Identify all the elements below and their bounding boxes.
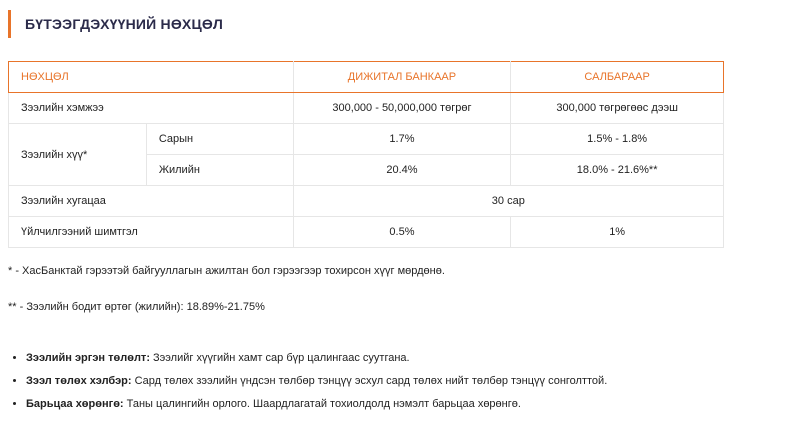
table-row <box>9 124 724 155</box>
feature-text: Таны цалингийн орлого. Шаардлагатай тохиолдолд нэмэлт барьцаа хөрөнгө. <box>123 398 521 410</box>
fee-label: Үйлчилгээний шимтгэл <box>9 217 294 248</box>
table-row <box>9 186 724 217</box>
interest-monthly-branch: 1.5% - 1.8% <box>511 124 724 155</box>
term-value: 30 сар <box>293 186 723 217</box>
feature-label: Зээл төлөх хэлбэр: <box>26 375 132 387</box>
interest-monthly-label: Сарын <box>146 124 293 155</box>
term-label: Зээлийн хугацаа <box>9 186 294 217</box>
interest-annual-branch: 18.0% - 21.6%** <box>511 155 724 186</box>
header-condition: НӨХЦӨЛ <box>9 62 294 93</box>
interest-annual-digital: 20.4% <box>293 155 511 186</box>
feature-text: Зээлийг хүүгийн хамт сар бүр цалингаас суутгана. <box>149 352 410 364</box>
table-row <box>9 217 724 248</box>
list-item <box>26 393 806 416</box>
header-digital: ДИЖИТАЛ БАНКААР <box>293 62 511 93</box>
header-branch: САЛБАРААР <box>511 62 724 93</box>
interest-label: Зээлийн хүү* <box>9 124 147 186</box>
fee-digital: 0.5% <box>293 217 511 248</box>
loan-amount-branch: 300,000 төгрөгөөс дээш <box>511 93 724 124</box>
table-header-row <box>9 62 724 93</box>
feature-label: Зээлийн эргэн төлөлт: <box>26 352 150 364</box>
section-title: БҮТЭЭГДЭХҮҮНИЙ НӨХЦӨЛ <box>8 10 223 38</box>
footnote-real-cost: ** - Зээлийн бодит өртөг (жилийн): 18.89%-21.75% <box>8 301 265 313</box>
feature-text: Сард төлөх зээлийн үндсэн төлбөр тэнцүү эсхул сард төлөх нийт төлбөр тэнцүү сонголттой. <box>131 375 608 387</box>
fee-branch: 1% <box>511 217 724 248</box>
feature-list <box>8 347 806 416</box>
loan-terms-table <box>8 61 724 248</box>
footnote-agreement: * - ХасБанктай гэрээтэй байгууллагын ажилтан бол гэрээгээр тохирсон хүүг мөрдөнө. <box>8 265 445 277</box>
loan-amount-digital: 300,000 - 50,000,000 төгрөг <box>293 93 511 124</box>
interest-annual-label: Жилийн <box>146 155 293 186</box>
feature-label: Барьцаа хөрөнгө: <box>26 398 124 410</box>
list-item <box>26 347 806 370</box>
table-row <box>9 93 724 124</box>
list-item <box>26 370 806 393</box>
interest-monthly-digital: 1.7% <box>293 124 511 155</box>
loan-amount-label: Зээлийн хэмжээ <box>9 93 294 124</box>
